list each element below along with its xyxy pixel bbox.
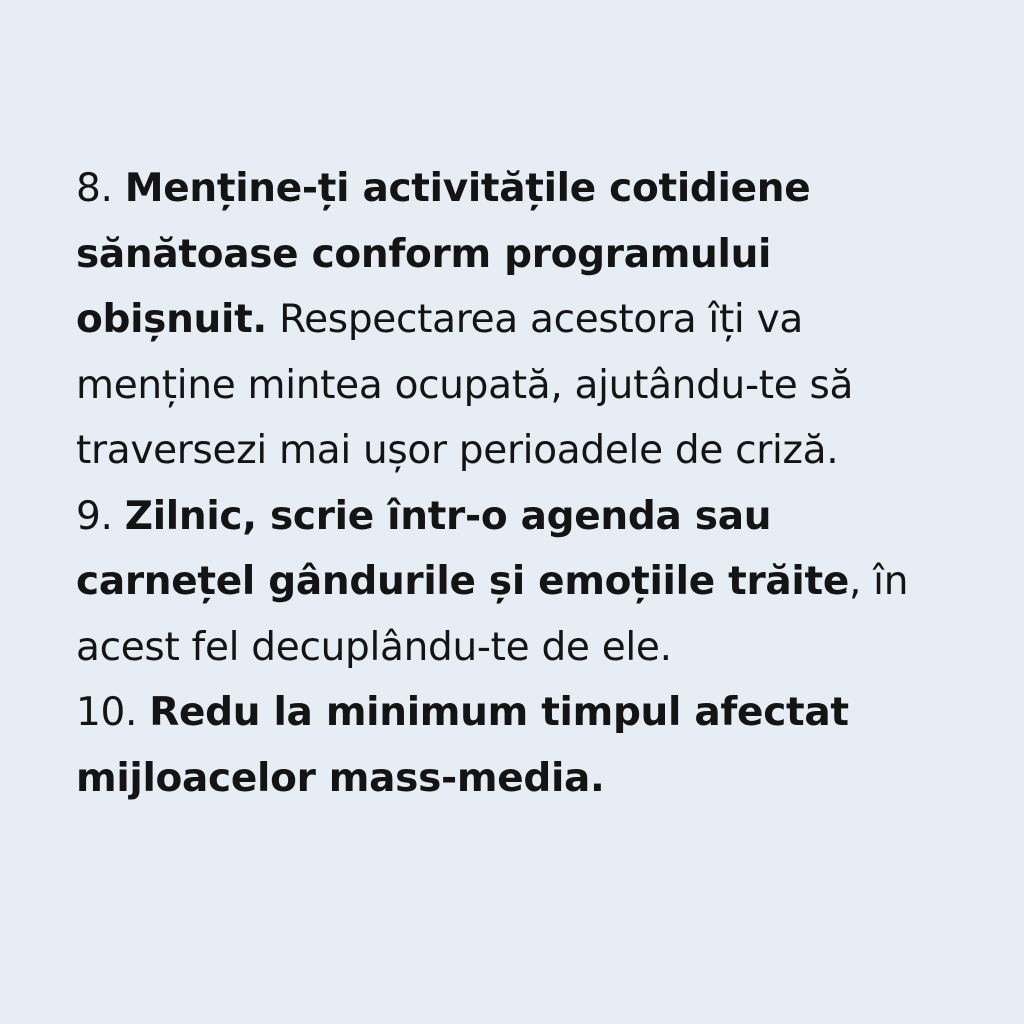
- tip-number: 9.: [76, 493, 113, 539]
- tip-item-8: [76, 156, 956, 484]
- tip-number: 10.: [76, 690, 138, 735]
- tip-heading: Redu la minimum timpul afectat mijloacelor mass-media.: [76, 690, 849, 801]
- tips-list: [76, 156, 956, 811]
- tip-text: , în acest fel decuplându-te de ele.: [76, 559, 909, 670]
- tip-item-9: [76, 484, 956, 681]
- tip-number: 8.: [76, 166, 113, 211]
- tip-heading: Zilnic, scrie într-o agenda sau carnețel gândurile și emoțiile trăite: [76, 493, 849, 604]
- tip-heading: Menține-ți activitățile cotidiene sănătoase conform programului obișnuit.: [76, 166, 811, 342]
- tip-item-10: [76, 680, 956, 811]
- tip-text: Respectarea acestora îți va menține mintea ocupată, ajutându-te să traversezi mai ușor perioadele de criză.: [76, 297, 854, 473]
